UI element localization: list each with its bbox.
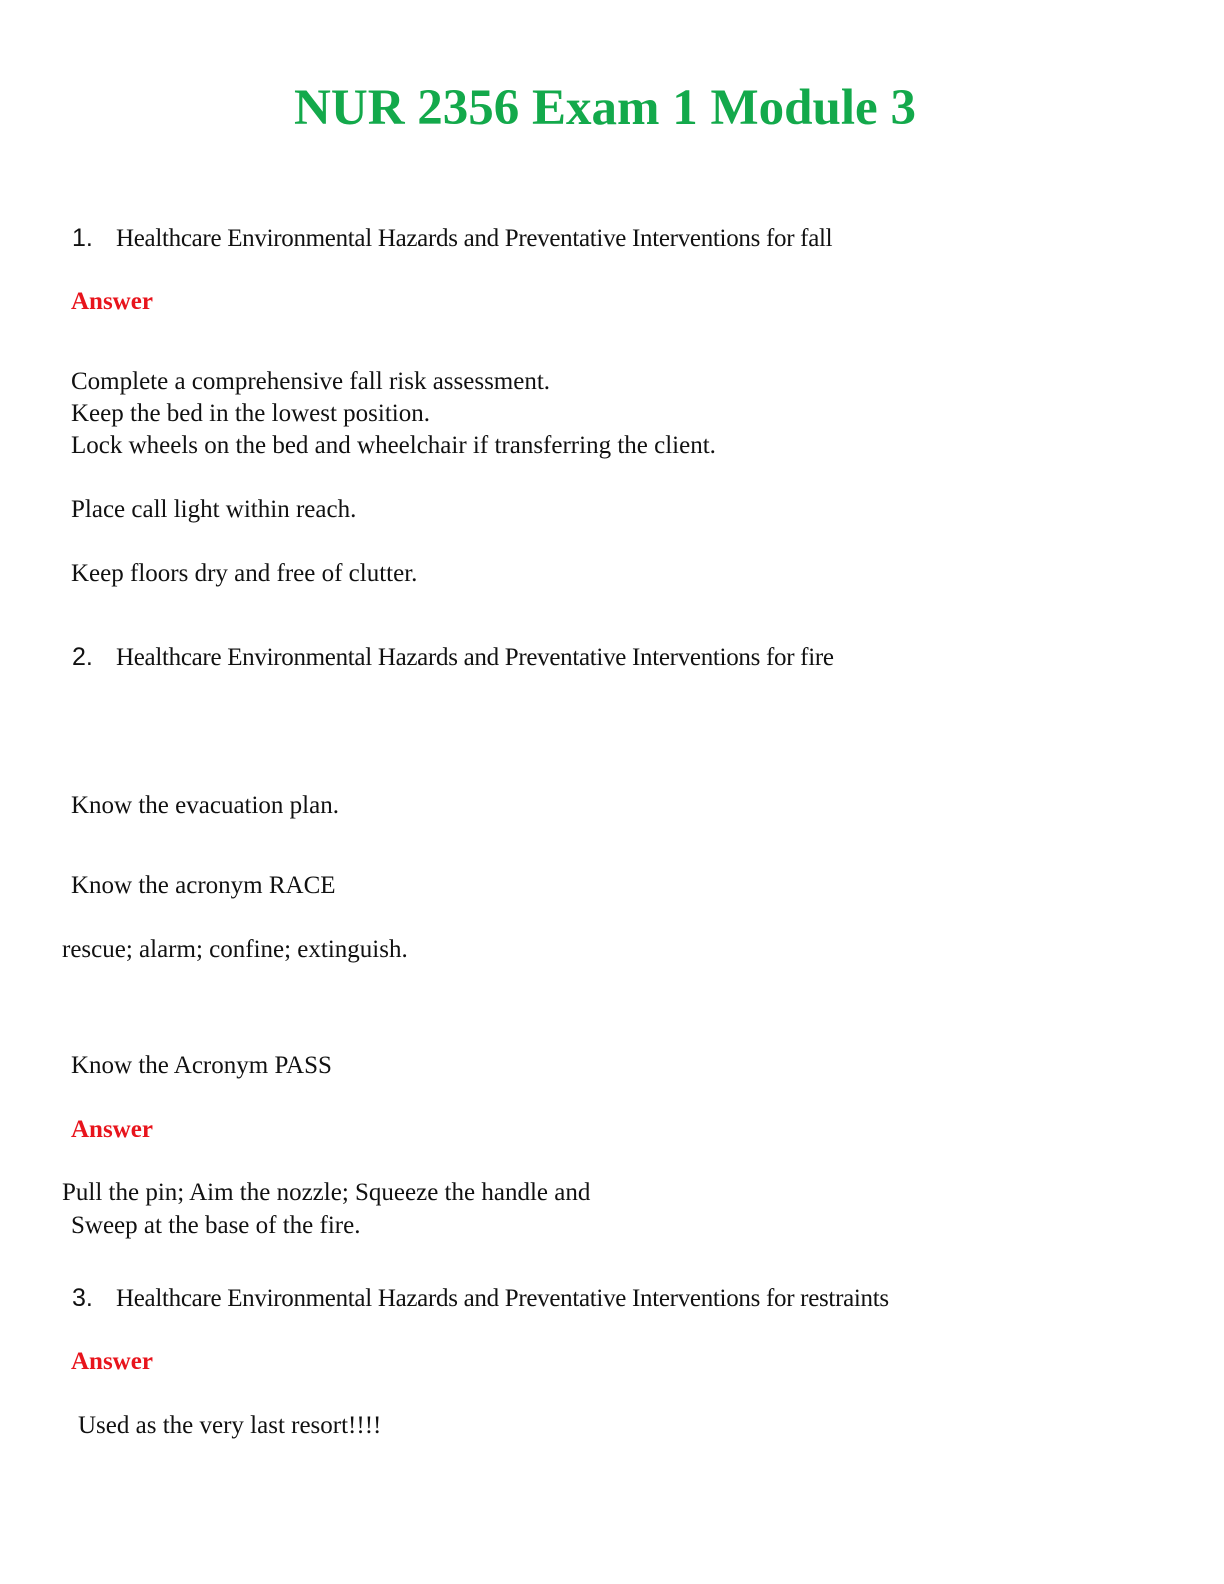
question-1-answer-label: Answer: [71, 288, 153, 315]
question-1-number: 1.: [72, 224, 93, 252]
answer-line: Keep floors dry and free of clutter.: [71, 560, 418, 587]
answer-line: Know the evacuation plan.: [71, 792, 339, 819]
answer-line: Place call light within reach.: [71, 496, 357, 523]
answer-line: Used as the very last resort!!!!: [78, 1412, 382, 1439]
page-title: NUR 2356 Exam 1 Module 3: [294, 80, 916, 136]
answer-line: Keep the bed in the lowest position.: [71, 400, 430, 427]
question-3-answer-label: Answer: [71, 1348, 153, 1375]
question-1-text: Healthcare Environmental Hazards and Preventative Interventions for fall: [116, 225, 833, 252]
answer-line: Know the acronym RACE: [71, 872, 336, 899]
question-3-text: Healthcare Environmental Hazards and Preventative Interventions for restraints: [116, 1285, 889, 1312]
question-2-text: Healthcare Environmental Hazards and Preventative Interventions for fire: [116, 644, 834, 671]
question-2-answer-label: Answer: [71, 1116, 153, 1143]
question-2-number: 2.: [72, 643, 93, 671]
answer-line: Pull the pin; Aim the nozzle; Squeeze the handle and: [62, 1179, 591, 1206]
answer-line: Lock wheels on the bed and wheelchair if transferring the client.: [71, 432, 716, 459]
answer-line: Sweep at the base of the fire.: [71, 1212, 361, 1239]
question-1: [72, 222, 832, 255]
answer-line: rescue; alarm; confine; extinguish.: [62, 936, 408, 963]
question-3-number: 3.: [72, 1284, 93, 1312]
answer-line: Know the Acronym PASS: [71, 1052, 332, 1079]
answer-line: Complete a comprehensive fall risk assessment.: [71, 368, 551, 395]
question-3: [72, 1282, 889, 1315]
question-2: [72, 641, 834, 674]
